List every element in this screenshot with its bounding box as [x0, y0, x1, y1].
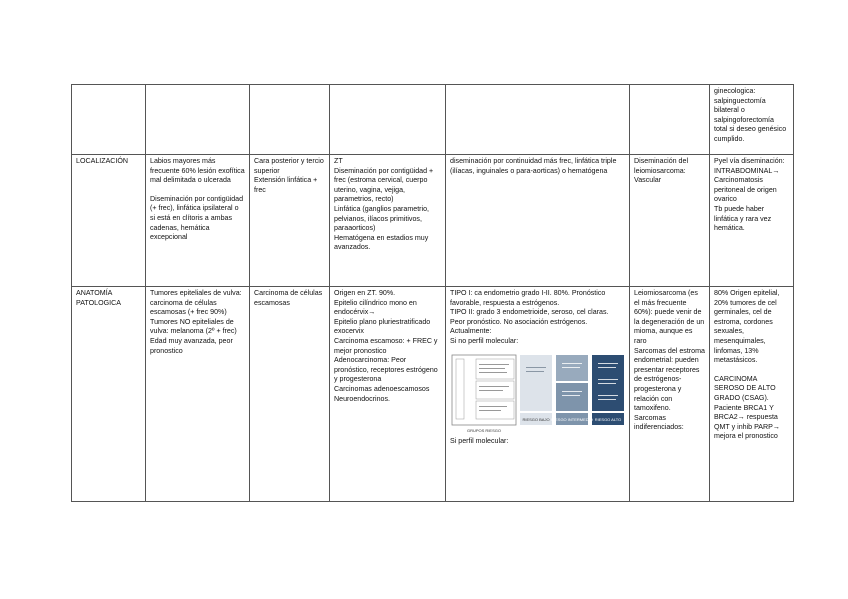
cell-endometrio-ap: TIPO I: ca endometrio grado I-II. 80%. Pronóstico favorable, respuesta a estrógenos. TIPO II: grado 3 endometrioide, seroso, cel claras. Peor pronóstico. No asociación estrógenos. Actualmente: Si no perfil molecular: GRUPOS RIESGO RIESGO BAJO RIESGO INTERMEDIO RIESGO ALTO Si perfil molecular:	[446, 287, 630, 502]
cell-ovario-localizacion: Pyel vía diseminación: INTRABDOMINAL→ Carcinomatosis peritoneal de origen ovarico Tb puede haber linfática y rara vez hemática.	[710, 155, 794, 287]
row-label-localizacion: LOCALIZACIÓN	[72, 155, 146, 287]
cell-vagina-localizacion: Cara posterior y tercio superior Extensión linfática + frec	[250, 155, 330, 287]
figure-risk-mid: RIESGO INTERMEDIO	[551, 416, 593, 422]
cell-sarcoma-ap: Leiomiosarcoma (es el más frecuente 60%): puede venir de la degeneración de un mioma, aunque es raro Sarcomas del estroma endometrial: pueden presentar receptores de estrógenos-progesterona y relación con tamoxifeno. Sarcomas indiferenciados:	[630, 287, 710, 502]
table-row	[72, 85, 794, 155]
table-row	[72, 155, 794, 287]
cell	[446, 85, 630, 155]
table-row	[72, 287, 794, 502]
cell	[72, 85, 146, 155]
cell	[146, 85, 250, 155]
cell-cervix-localizacion: ZT Diseminación por contigüidad + frec (estroma cervical, cuerpo uterino, vagina, vejiga, parametrios, recto) Linfática (ganglios parametrio, pelvianos, ilíacos primitivos, paraaorticos) Hematógena en estadios muy avanzados.	[330, 155, 446, 287]
cell-ovario-ap: 80% Origen epitelial, 20% tumores de cel germinales, cel de estroma, cordones sexuales, mesenquimales, linfomas, 13% metastásicos. CARCINOMA SEROSO DE ALTO GRADO (CSAG). Paciente BRCA1 Y BRCA2→ respuesta QMT y inhib PARP→ mejora el pronostico	[710, 287, 794, 502]
figure-caption-groups: GRUPOS RIESGO	[466, 427, 502, 433]
cell-sarcoma-localizacion: Diseminación del leiomiosarcoma: Vascular	[630, 155, 710, 287]
cell	[330, 85, 446, 155]
row-label-anatomia-patologica: ANATOMÍA PATOLOGICA	[72, 287, 146, 502]
figure-risk-low: RIESGO BAJO	[522, 416, 550, 422]
cell	[250, 85, 330, 155]
cell-vagina-ap: Carcinoma de células escamosas	[250, 287, 330, 502]
cell-vulva-ap: Tumores epiteliales de vulva: carcinoma de células escamosas (+ frec 90%) Tumores NO epiteliales de vulva: melanoma (2º + frec) Edad muy avanzada, peor pronostico	[146, 287, 250, 502]
figure-risk-high: RIESGO ALTO	[594, 416, 622, 422]
risk-groups-figure	[450, 351, 626, 437]
cell	[630, 85, 710, 155]
cell-ovario-treatment: ginecologica: salpinguectomía bilateral o salpingoforectomía total si deseo genésico cumplido.	[710, 85, 794, 155]
oncology-table	[71, 84, 794, 502]
cell-cervix-ap: Origen en ZT. 90%. Epitelio cilíndrico mono en endocérvix→ Epitelio plano pluriestratificado exocervix Carcinoma escamoso: + FREC y mejor pronostico Adenocarcinoma: Peor pronóstico, receptores estrógeno y progesterona Carcinomas adenoescamosos Neuroendocrinos.	[330, 287, 446, 502]
cell-endometrio-localizacion: diseminación por continuidad más frec, linfática triple (ilíacas, inguinales o para-aorticas) o hematógena	[446, 155, 630, 287]
cell-vulva-localizacion: Labios mayores más frecuente 60% lesión exofítica mal delimitada o ulcerada Diseminación por contigüidad (+ frec), linfática ipsilateral o si está en clítoris a ambas cadenas, hemática excepcional	[146, 155, 250, 287]
